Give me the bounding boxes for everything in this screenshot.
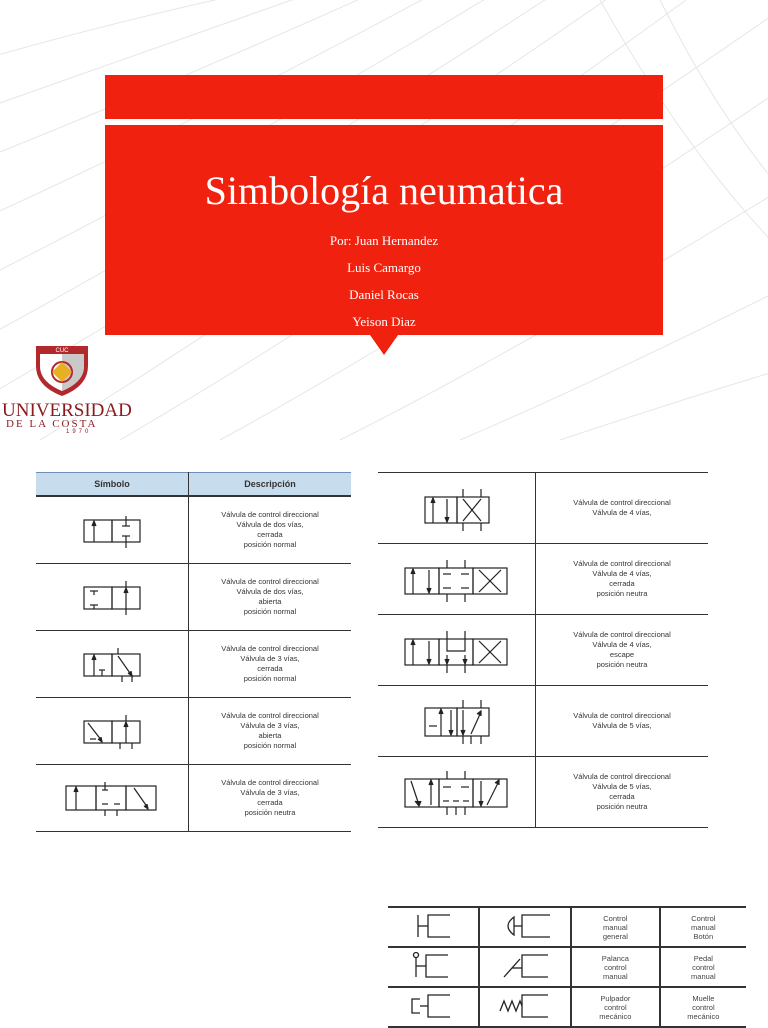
- description-line: Válvula de control direccional: [221, 510, 319, 519]
- control-label: control: [692, 1002, 715, 1012]
- control-label: mecánico: [687, 1011, 720, 1021]
- university-logo: [0, 338, 132, 438]
- description-cell: [189, 496, 352, 564]
- description-line: Válvula de 5 vías,: [592, 782, 652, 791]
- table-row: [36, 765, 351, 832]
- control-label-cell: [571, 987, 660, 1027]
- description-line: posición normal: [243, 741, 297, 750]
- control-label: Pedal: [693, 953, 713, 963]
- table-row: [36, 698, 351, 765]
- valve-3-3-neutral-icon: [62, 776, 162, 820]
- description-line: Válvula de control direccional: [221, 778, 319, 787]
- description-line: cerrada: [257, 798, 283, 807]
- valve-2-2-closed-icon: [80, 508, 144, 552]
- valve-symbol-cell: [378, 686, 536, 757]
- control-label: manual: [603, 922, 628, 932]
- description-line: posición normal: [243, 674, 297, 683]
- description-cell: [189, 564, 352, 631]
- table-row: [378, 757, 708, 828]
- valve-2-2-open-icon: [80, 575, 144, 619]
- description-line: Válvula de control direccional: [573, 772, 671, 781]
- logo-line2: DE LA COSTA: [6, 418, 98, 430]
- table-row: [378, 473, 708, 544]
- table-row: [36, 496, 351, 564]
- symbol-cell: [388, 907, 479, 947]
- description-cell: [536, 686, 709, 757]
- valve-3-2-closed-icon: [80, 642, 144, 686]
- description-line: escape: [609, 650, 635, 659]
- table-row: [378, 615, 708, 686]
- description-cell: [536, 473, 709, 544]
- logo-line1: UNIVERSIDAD: [2, 400, 132, 421]
- push-button-icon: [490, 911, 560, 941]
- logo-year: 1970: [66, 429, 92, 435]
- valve-symbol-cell: [378, 544, 536, 615]
- control-label-cell: [660, 987, 746, 1027]
- valve-table-right: [378, 472, 708, 828]
- description-line: Válvula de dos vías,: [236, 520, 304, 529]
- description-line: posición normal: [243, 607, 297, 616]
- banner-top-strip: [105, 75, 663, 119]
- description-line: Válvula de 4 vías,: [592, 569, 652, 578]
- symbol-cell: [479, 947, 571, 987]
- control-label: Control: [603, 913, 628, 923]
- description-line: Válvula de 4 vías,: [592, 508, 652, 517]
- table-row: [388, 947, 746, 987]
- description-line: Válvula de control direccional: [221, 577, 319, 586]
- control-label: general: [602, 931, 628, 941]
- author-line: Luis Camargo: [347, 260, 421, 275]
- description-line: Válvula de control direccional: [573, 630, 671, 639]
- table-row: [388, 987, 746, 1027]
- control-label: Botón: [693, 931, 714, 941]
- control-label: Muelle: [692, 993, 715, 1003]
- description-line: Válvula de 3 vías,: [240, 788, 300, 797]
- table-row: [388, 907, 746, 947]
- description-line: Válvula de control direccional: [573, 711, 671, 720]
- description-cell: [536, 757, 709, 828]
- description-line: abierta: [258, 597, 282, 606]
- description-line: posición neutra: [244, 808, 296, 817]
- valve-symbol-cell: [378, 615, 536, 686]
- valve-5-2-icon: [419, 696, 495, 746]
- valve-4-2-icon: [419, 483, 495, 533]
- description-cell: [189, 631, 352, 698]
- valve-4-3-closed-icon: [401, 554, 513, 604]
- valve-table-left: [36, 472, 351, 832]
- author-line: Yeison Diaz: [352, 314, 416, 329]
- description-line: abierta: [258, 731, 282, 740]
- valve-symbol-cell: [36, 496, 189, 564]
- description-line: posición neutra: [596, 802, 648, 811]
- author-list: [105, 227, 663, 335]
- description-line: Válvula de control direccional: [221, 711, 319, 720]
- valve-symbol-cell: [36, 564, 189, 631]
- control-label-cell: [571, 947, 660, 987]
- description-line: Válvula de control direccional: [573, 498, 671, 507]
- controls-table: [388, 906, 746, 1028]
- table-row: [36, 631, 351, 698]
- control-label-cell: [571, 907, 660, 947]
- description-line: Válvula de dos vías,: [236, 587, 304, 596]
- description-cell: [536, 615, 709, 686]
- table-row: [36, 564, 351, 631]
- description-line: posición neutra: [596, 660, 648, 669]
- control-label-cell: [660, 907, 746, 947]
- symbol-cell: [388, 947, 479, 987]
- table-row: [378, 544, 708, 615]
- logo-abbr: CUC: [55, 348, 69, 354]
- valve-symbol-cell: [378, 473, 536, 544]
- table-row: [378, 686, 708, 757]
- shield-icon: [32, 340, 92, 398]
- control-label: manual: [691, 922, 716, 932]
- description-line: Válvula de 3 vías,: [240, 654, 300, 663]
- control-label: control: [604, 962, 627, 972]
- symbol-cell: [388, 987, 479, 1027]
- plunger-icon: [398, 991, 468, 1021]
- description-line: Válvula de 4 vías,: [592, 640, 652, 649]
- page-title: Simbología neumatica: [204, 168, 564, 213]
- description-line: posición neutra: [596, 589, 648, 598]
- control-label: control: [692, 962, 715, 972]
- banner-pointer: [370, 335, 398, 355]
- column-header-symbol: Símbolo: [36, 473, 189, 497]
- description-cell: [536, 544, 709, 615]
- valve-5-3-closed-icon: [401, 767, 513, 817]
- valve-4-3-exhaust-icon: [401, 625, 513, 675]
- manual-control-icon: [398, 911, 468, 941]
- valve-symbol-cell: [36, 765, 189, 832]
- valve-symbol-cell: [36, 631, 189, 698]
- description-line: posición normal: [243, 540, 297, 549]
- description-line: cerrada: [257, 530, 283, 539]
- description-cell: [189, 698, 352, 765]
- symbol-cell: [479, 987, 571, 1027]
- valve-symbol-cell: [378, 757, 536, 828]
- control-label: manual: [603, 971, 628, 981]
- control-label: mecánico: [599, 1011, 632, 1021]
- control-label: Control: [691, 913, 716, 923]
- author-line: Daniel Rocas: [349, 287, 419, 302]
- control-label-cell: [660, 947, 746, 987]
- title-banner: [105, 125, 663, 335]
- description-line: cerrada: [609, 579, 635, 588]
- control-label: Pulpador: [600, 993, 631, 1003]
- pedal-icon: [490, 951, 560, 981]
- symbol-cell: [479, 907, 571, 947]
- control-label: Palanca: [601, 953, 629, 963]
- description-line: cerrada: [609, 792, 635, 801]
- description-cell: [189, 765, 352, 832]
- description-line: Válvula de control direccional: [573, 559, 671, 568]
- valve-3-2-open-icon: [80, 709, 144, 753]
- author-line: Por: Juan Hernandez: [329, 233, 439, 248]
- description-line: Válvula de control direccional: [221, 644, 319, 653]
- description-line: cerrada: [257, 664, 283, 673]
- control-label: control: [604, 1002, 627, 1012]
- lever-icon: [398, 951, 468, 981]
- valve-symbol-cell: [36, 698, 189, 765]
- description-line: Válvula de 5 vías,: [592, 721, 652, 730]
- description-line: Válvula de 3 vías,: [240, 721, 300, 730]
- spring-icon: [490, 991, 560, 1021]
- column-header-description: Descripción: [189, 473, 352, 497]
- control-label: manual: [691, 971, 716, 981]
